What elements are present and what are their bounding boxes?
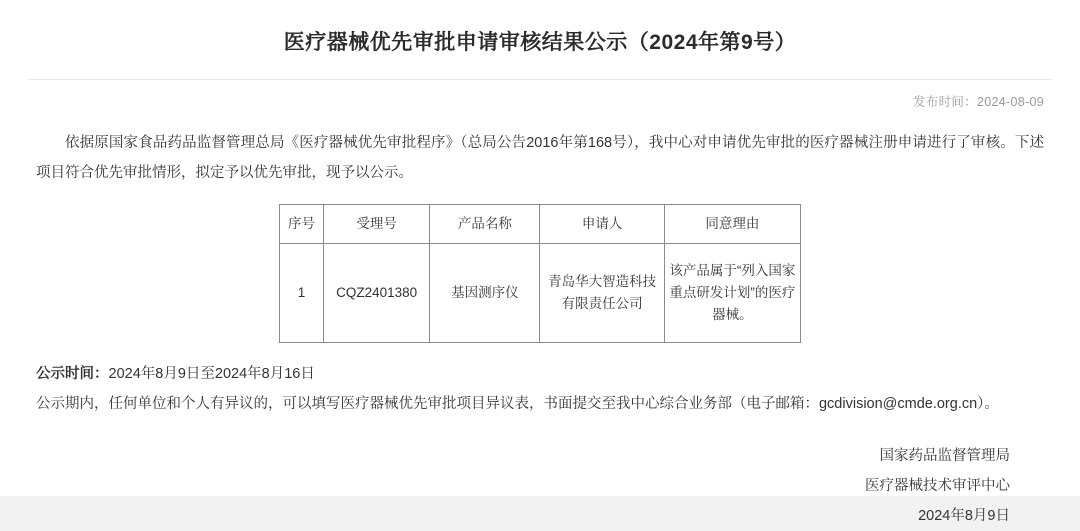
table-header-cell: 申请人 <box>540 205 664 244</box>
publish-time-label: 发布时间： <box>913 95 978 110</box>
page-title: 医疗器械优先审批申请审核结果公示（2024年第9号） <box>283 31 797 54</box>
table-cell-reason: 该产品属于“列入国家重点研发计划”的医疗器械。 <box>664 244 800 343</box>
notice-period-value: 2024年8月9日至2024年8月16日 <box>108 366 315 383</box>
table-row <box>280 244 801 343</box>
table-cell-product: 基因测序仪 <box>430 244 540 343</box>
signature-block <box>36 441 1044 531</box>
table-header-cell: 序号 <box>280 205 324 244</box>
objection-instructions: 公示期内，任何单位和个人有异议的，可以填写医疗器械优先审批项目异议表，书面提交至我中心综合业务部（电子邮箱：gcdivision@cmde.org.cn）。 <box>36 396 999 413</box>
signature-line-1: 国家药品监督管理局 <box>879 448 1010 465</box>
table-header-cell: 受理号 <box>324 205 430 244</box>
table-cell-accept-no: CQZ2401380 <box>324 244 430 343</box>
publish-time <box>0 80 1080 110</box>
intro-paragraph: 依据原国家食品药品监督管理总局《医疗器械优先审批程序》（总局公告2016年第168号），我中心对申请优先审批的医疗器械注册申请进行了审核。下述项目符合优先审批情形，拟定予以优先审批，现予以公示。 <box>36 135 1044 182</box>
signature-line-2: 医疗器械技术审评中心 <box>865 478 1010 495</box>
table-cell-applicant: 青岛华大智造科技有限责任公司 <box>540 244 664 343</box>
signature-line-3: 2024年8月9日 <box>918 508 1010 525</box>
notice-period-label: 公示时间： <box>36 366 109 383</box>
table-cell-no: 1 <box>280 244 324 343</box>
table-header-cell: 产品名称 <box>430 205 540 244</box>
publish-time-value: 2024-08-09 <box>977 95 1044 110</box>
table-header-row <box>280 205 801 244</box>
notice-period <box>36 359 1044 389</box>
document-body <box>0 110 1080 531</box>
table-header-cell: 同意理由 <box>664 205 800 244</box>
priority-review-table <box>279 204 801 343</box>
